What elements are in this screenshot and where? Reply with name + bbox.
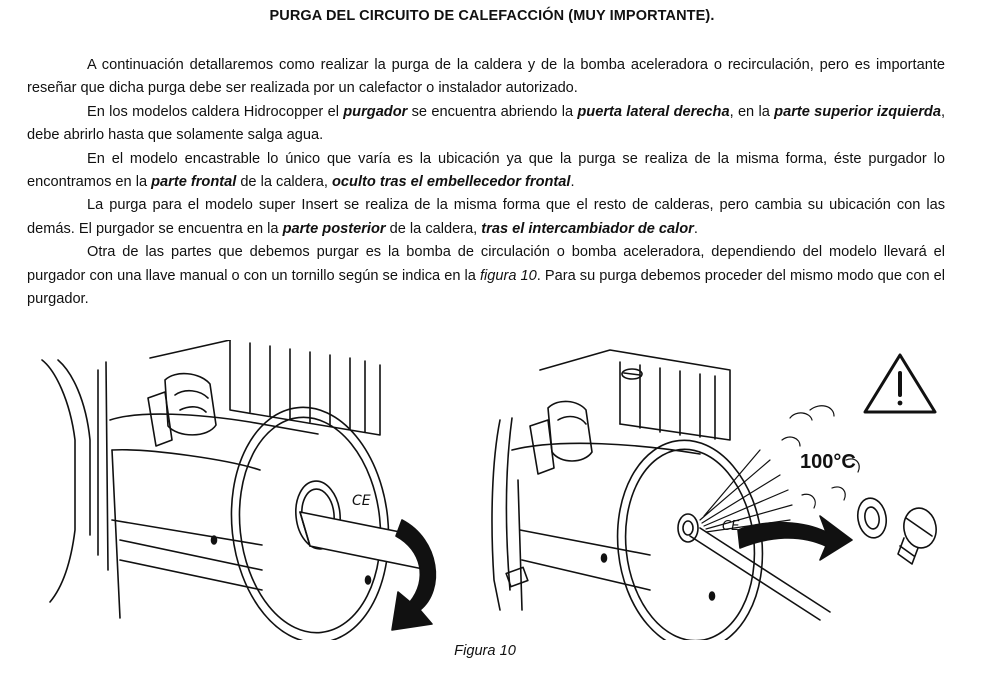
emphasis-puerta-lateral: puerta lateral derecha	[577, 103, 730, 120]
paragraph-3: En el modelo encastrable lo único que varía es la ubicación ya que la purga se realiza de la misma forma, éste purgador lo encontramos en la parte frontal de la caldera, oculto tras el embellecedor frontal.	[27, 150, 945, 191]
spray-lines	[700, 450, 792, 532]
emphasis-intercambiador: tras el intercambiador de calor	[481, 220, 694, 237]
figure-10	[0, 340, 984, 640]
emphasis-parte-superior: parte superior izquierda	[774, 103, 941, 120]
pump-with-screwdriver-illustration	[42, 340, 435, 640]
document-body	[27, 54, 945, 311]
removed-screw-icon	[898, 506, 939, 564]
temperature-label: 100°C	[800, 451, 856, 473]
emphasis-parte-frontal: parte frontal	[151, 174, 237, 191]
document-title: PURGA DEL CIRCUITO DE CALEFACCIÓN (MUY IMPORTANTE).	[269, 8, 715, 24]
pump-venting-screw-illustration	[492, 350, 939, 640]
paragraph-1: A continuación detallaremos como realizar la purga de la caldera y de la bomba aceleradora o recirculación, pero es importante reseñar que dicha purga debe ser realizada por un calefactor o instalador autorizado.	[27, 57, 945, 97]
ce-mark-right: CE	[722, 519, 740, 534]
figure-caption: Figura 10	[454, 643, 516, 659]
paragraph-2: En los modelos caldera Hidrocopper el purgador se encuentra abriendo la puerta lateral derecha, en la parte superior izquierda, debe abrirlo hasta que solamente salga agua.	[27, 103, 945, 144]
paragraph-5: Otra de las partes que debemos purgar es la bomba de circulación o bomba aceleradora, dependiendo del modelo llevará el purgador con una llave manual o con un tornillo según se indica en la figura 10. Para su purga debemos proceder del mismo modo que con el purgador.	[27, 244, 945, 308]
rotation-arrow-icon	[392, 520, 435, 630]
emphasis-oculto: oculto tras el embellecedor frontal	[332, 174, 571, 191]
washer-icon	[855, 496, 890, 540]
figure-illustrations	[0, 340, 984, 640]
figure-reference: figura 10	[479, 267, 537, 284]
emphasis-parte-posterior: parte posterior	[282, 220, 386, 237]
emphasis-purgador: purgador	[343, 103, 408, 120]
paragraph-4: La purga para el modelo super Insert se realiza de la misma forma que el resto de calderas, pero cambia su ubicación con las demás. El purgador se encuentra en la parte posterior de la caldera, tras el intercambiador de calor.	[27, 197, 945, 237]
warning-triangle-icon	[865, 355, 935, 412]
ce-mark-left: CE	[352, 493, 371, 509]
